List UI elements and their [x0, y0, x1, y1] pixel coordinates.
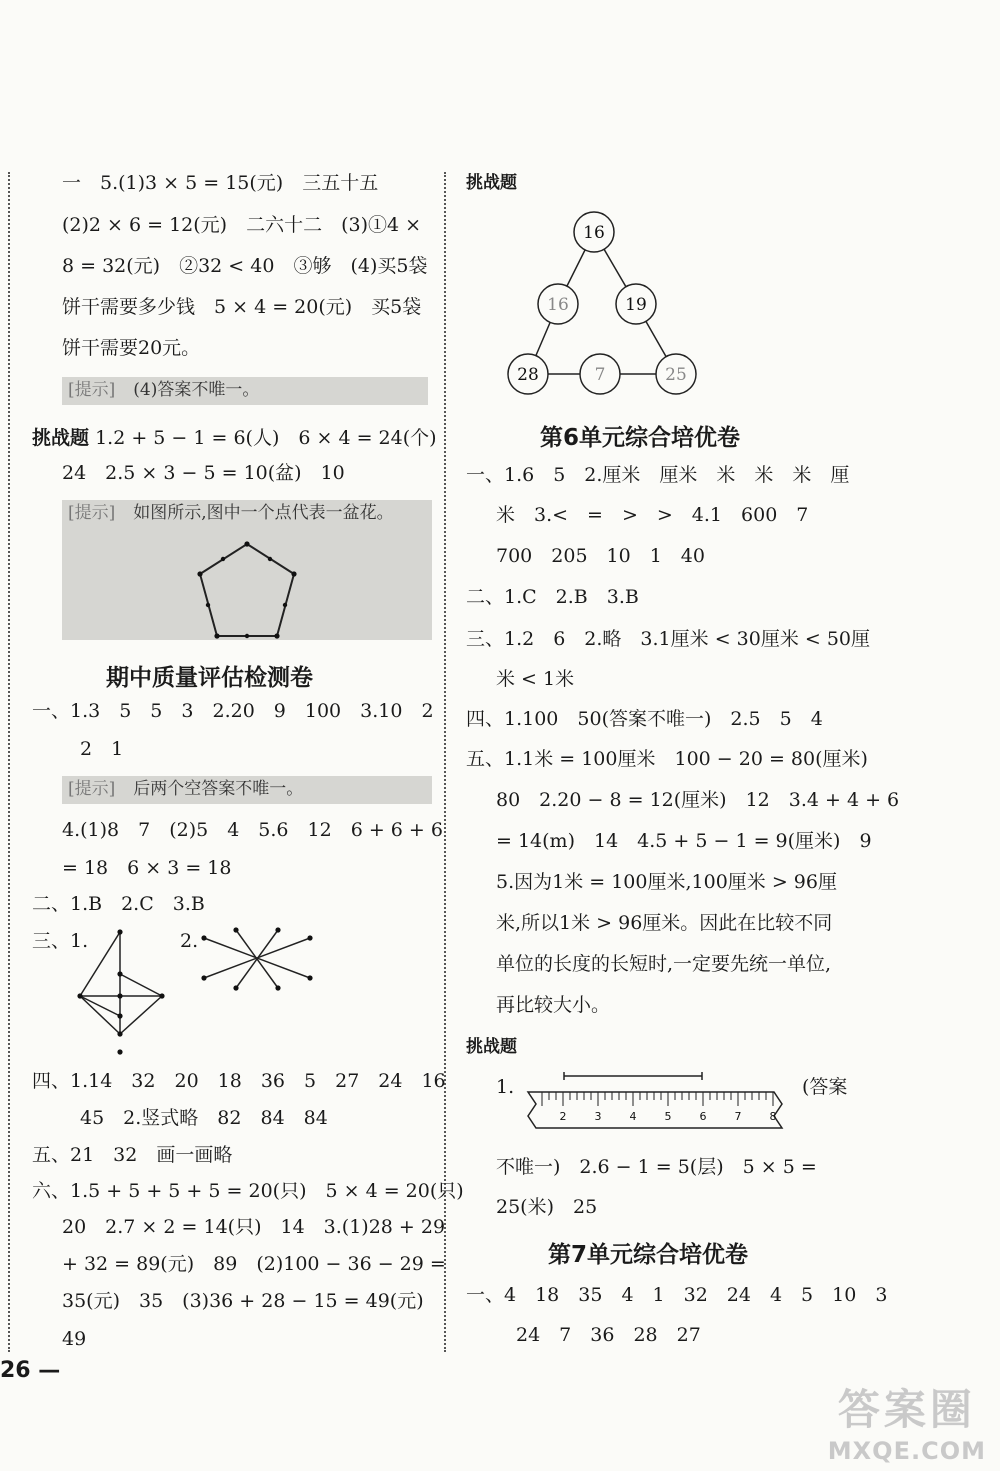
hint-text: 后两个空答案不唯一。 — [133, 779, 304, 799]
hint-box — [62, 500, 432, 640]
answer-line: 一 5.(1)3 × 5 = 15(元) 三五十五 — [62, 172, 379, 194]
challenge-line — [32, 425, 437, 451]
challenge-label: 挑战题 — [466, 173, 517, 193]
answer-line: (答案 — [802, 1076, 848, 1098]
line-drawing-figure-1 — [72, 928, 182, 1058]
ruler-label: 5 — [664, 1110, 672, 1123]
answer-line: 米,所以1米 > 96厘米。因此在比较不同 — [496, 912, 833, 934]
answer-line: 三、1. — [32, 930, 89, 952]
hint-text: (4)答案不唯一。 — [133, 380, 260, 400]
left-margin-rule — [8, 172, 10, 1352]
answer-line: 80 2.20 − 8 = 12(厘米) 12 3.4 + 4 + 6 — [496, 789, 900, 811]
answer-line: 六、1.5 + 5 + 5 + 5 = 20(只) 5 × 4 = 20(只) — [32, 1180, 464, 1202]
answer-line: 一、1.6 5 2.厘米 厘米 米 米 米 厘 — [466, 464, 850, 486]
triangle-node: 16 — [583, 223, 605, 243]
hint-tag: [提示] — [68, 779, 116, 799]
hint-tag: [提示] — [68, 503, 116, 523]
answer-line: 五、1.1米 = 100厘米 100 − 20 = 80(厘米) — [466, 748, 868, 770]
answer-line: 二、1.B 2.C 3.B — [32, 893, 205, 915]
answer-line: 4.(1)8 7 (2)5 4 5.6 12 6 + 6 + 6 — [62, 819, 443, 841]
hint-text: 如图所示,图中一个点代表一盆花。 — [133, 503, 394, 523]
answer-line: 700 205 10 1 40 — [496, 545, 705, 567]
page-number: 26 — — [0, 1358, 61, 1383]
answer-line: 35(元) 35 (3)36 + 28 − 15 = 49(元) — [62, 1290, 424, 1312]
ruler-label: 6 — [699, 1110, 707, 1123]
challenge-label: 挑战题 — [466, 1037, 517, 1057]
answer-line: 1. — [496, 1076, 515, 1098]
answer-line: 25(米) 25 — [496, 1196, 598, 1218]
challenge-answer: 1.2 + 5 − 1 = 6(人) 6 × 4 = 24(个) — [95, 427, 437, 449]
number-triangle-figure — [490, 210, 720, 410]
answer-line: 不唯一) 2.6 − 1 = 5(层) 5 × 5 = — [496, 1156, 817, 1178]
answer-line: 45 2.竖式略 82 84 84 — [80, 1107, 328, 1129]
ruler-label: 3 — [594, 1110, 602, 1123]
hint-box — [62, 377, 428, 405]
answer-line: 49 — [62, 1328, 87, 1350]
answer-line: 24 7 36 28 27 — [516, 1324, 701, 1346]
answer-line: 24 2.5 × 3 − 5 = 10(盆) 10 — [62, 462, 345, 484]
answer-line: (2)2 × 6 = 12(元) 二六十二 (3)①4 × — [62, 214, 422, 236]
hint-box — [62, 776, 432, 804]
answer-line: 一、1.3 5 5 3 2.20 9 100 3.10 2 — [32, 700, 434, 722]
pentagon-figure — [62, 530, 432, 640]
ruler-label: 2 — [559, 1110, 567, 1123]
ruler-figure — [522, 1072, 792, 1132]
answer-line: 二、1.C 2.B 3.B — [466, 586, 639, 608]
answer-line: 米 3.< = > > 4.1 600 7 — [496, 504, 809, 526]
hint-tag: [提示] — [68, 380, 116, 400]
answer-line: 20 2.7 × 2 = 14(只) 14 3.(1)28 + 29 — [62, 1216, 446, 1238]
ruler-label: 4 — [629, 1110, 637, 1123]
answer-line: = 14(m) 14 4.5 + 5 − 1 = 9(厘米) 9 — [496, 830, 872, 852]
section-title-midterm: 期中质量评估检测卷 — [106, 665, 313, 691]
answer-line: 四、1.14 32 20 18 36 5 27 24 16 — [32, 1070, 446, 1092]
site-watermark: 答案圈 MXQE.COM — [827, 1385, 986, 1465]
triangle-node: 7 — [594, 365, 606, 385]
answer-line: 2. — [180, 930, 199, 952]
answer-line: 5.因为1米 = 100厘米,100厘米 > 96厘 — [496, 871, 837, 893]
ruler-label: 8 — [769, 1110, 777, 1123]
ruler-label: 7 — [734, 1110, 742, 1123]
answer-line: 饼干需要多少钱 5 × 4 = 20(元) 买5袋 — [62, 296, 422, 318]
line-drawing-figure-2 — [198, 926, 318, 996]
answer-line: 2 1 — [80, 738, 124, 760]
challenge-label: 挑战题 — [32, 427, 90, 449]
answer-line: 饼干需要20元。 — [62, 337, 201, 359]
answer-line: 8 = 32(元) ②32 < 40 ③够 (4)买5袋 — [62, 255, 428, 277]
answer-line: 四、1.100 50(答案不唯一) 2.5 5 4 — [466, 708, 823, 730]
triangle-node: 25 — [665, 365, 687, 385]
section-title-unit7: 第7单元综合培优卷 — [548, 1242, 749, 1268]
section-title-unit6: 第6单元综合培优卷 — [540, 425, 741, 451]
triangle-node: 16 — [547, 295, 569, 315]
answer-line: 单位的长度的长短时,一定要先统一单位, — [496, 953, 832, 975]
answer-line: 五、21 32 画一画略 — [32, 1144, 233, 1166]
answer-line: = 18 6 × 3 = 18 — [62, 857, 232, 879]
column-divider — [444, 172, 446, 1352]
triangle-node: 19 — [625, 295, 647, 315]
answer-line: 米 < 1米 — [496, 668, 575, 690]
answer-line: + 32 = 89(元) 89 (2)100 − 36 − 29 = — [62, 1253, 446, 1275]
answer-line: 再比较大小。 — [496, 994, 611, 1016]
answer-line: 三、1.2 6 2.略 3.1厘米 < 30厘米 < 50厘 — [466, 628, 871, 650]
triangle-node: 28 — [517, 365, 539, 385]
answer-line: 一、4 18 35 4 1 32 24 4 5 10 3 — [466, 1284, 888, 1306]
